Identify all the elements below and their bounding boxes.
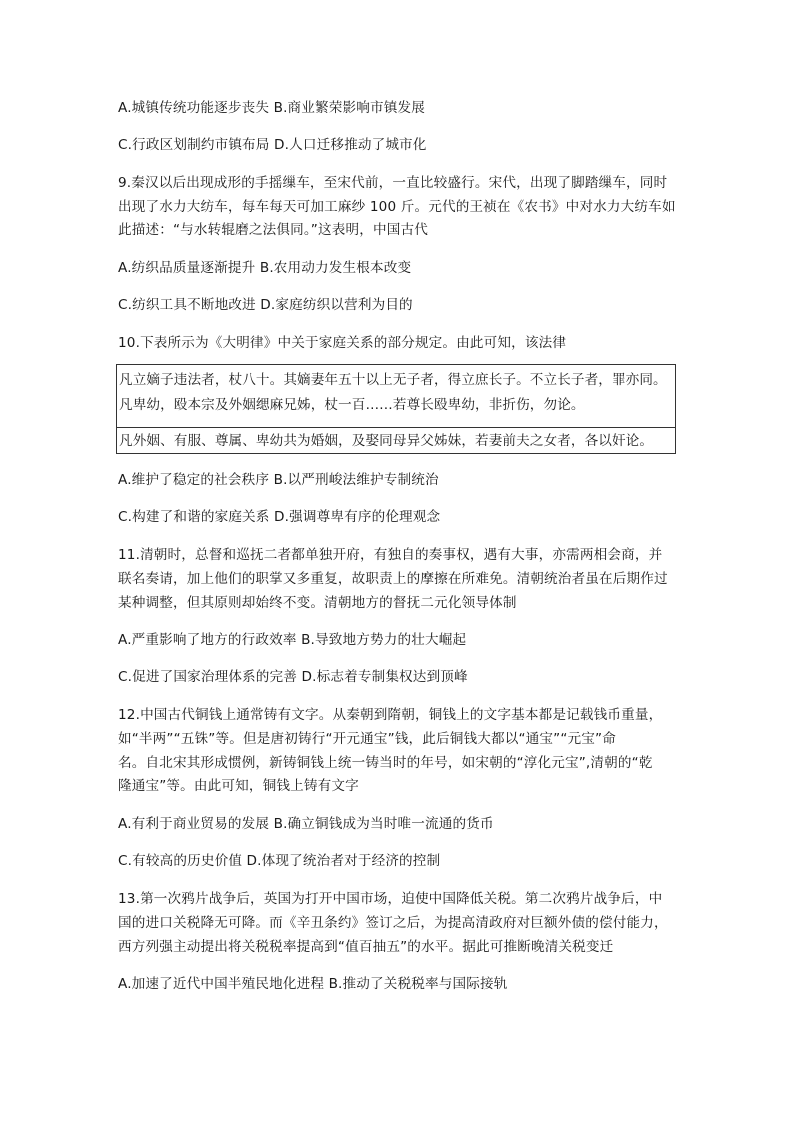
q13-options-ab: A.加速了近代中国半殖民地化进程 B.推动了关税税率与国际接轨 bbox=[118, 976, 508, 992]
q8-options-cd: C.行政区划制约市镇布局 D.人口迁移推动了城市化 bbox=[118, 137, 427, 153]
q9-stem-line-2: 出现了水力大纺车，每车每天可加工麻纱 100 斤。元代的王祯在《农书》中对水力大纺车如 bbox=[118, 199, 676, 215]
table-cell-text: 凡立嫡子违法者，杖八十。其嫡妻年五十以上无子者，得立庶长子。不立长子者，罪亦同。 bbox=[119, 372, 667, 388]
q8-options-ab: A.城镇传统功能逐步丧失 B.商业繁荣影响市镇发展 bbox=[118, 100, 425, 116]
q11-stem-line-1: 11.清朝时，总督和巡抚二者都单独开府，有独自的奏事权，遇有大事，亦需两相会商，并 bbox=[118, 547, 663, 563]
table-row bbox=[117, 428, 675, 454]
q13-stem-line-3: 西方列强主动提出将关税税率提高到“值百抽五”的水平。据此可推断晚清关税变迁 bbox=[118, 939, 614, 955]
q13-stem-line-1: 13.第一次鸦片战争后，英国为打开中国市场，迫使中国降低关税。第二次鸦片战争后，中 bbox=[118, 891, 663, 907]
q11-options-ab: A.严重影响了地方的行政效率 B.导致地方势力的壮大崛起 bbox=[118, 632, 467, 648]
table-cell-text: 凡外姻、有服、尊属、卑幼共为婚姻，及娶同母异父姊妹，若妻前夫之女者，各以奸论。 bbox=[119, 433, 654, 449]
q9-stem-line-3: 此描述：“与水转辊磨之法俱同。”这表明，中国古代 bbox=[118, 222, 428, 238]
q9-options-cd: C.纺织工具不断地改进 D.家庭纺织以营利为目的 bbox=[118, 297, 413, 313]
q13-stem-line-2: 国的进口关税降无可降。而《辛丑条约》签订之后，为提高清政府对巨额外债的偿付能力， bbox=[118, 915, 668, 931]
q12-stem-line-3: 名。自北宋其形成惯例，新铸铜钱上统一铸当时的年号，如宋朝的“淳化元宝”,清朝的“乾 bbox=[118, 755, 653, 771]
q12-stem-line-2: 如“半两”“五铢”等。但是唐初铸行“开元通宝”钱，此后铜钱大都以“通宝”“元宝”命 bbox=[118, 731, 616, 747]
q10-options-cd: C.构建了和谐的家庭关系 D.强调尊卑有序的伦理观念 bbox=[118, 509, 441, 525]
q11-stem-line-2: 联名奏请，加上他们的职掌又多重复，故职责上的摩擦在所难免。清朝统治者虽在后期作过 bbox=[118, 571, 668, 587]
table-row bbox=[117, 365, 675, 428]
q12-stem-line-1: 12.中国古代铜钱上通常铸有文字。从秦朝到隋朝，铜钱上的文字基本都是记载钱币重量， bbox=[118, 707, 663, 723]
q9-stem-line-1: 9.秦汉以后出现成形的手摇缫车，至宋代前，一直比较盛行。宋代，出现了脚踏缫车，同时 bbox=[118, 175, 668, 191]
q11-options-cd: C.促进了国家治理体系的完善 D.标志着专制集权达到顶峰 bbox=[118, 669, 468, 685]
q12-options-cd: C.有较高的历史价值 D.体现了统治者对于经济的控制 bbox=[118, 853, 441, 869]
q10-options-ab: A.维护了稳定的社会秩序 B.以严刑峻法维护专制统治 bbox=[118, 472, 439, 488]
q12-options-ab: A.有利于商业贸易的发展 B.确立铜钱成为当时唯一流通的货币 bbox=[118, 816, 494, 832]
table-cell-text: 凡卑幼，殴本宗及外姻缌麻兄姊，杖一百……若尊长殴卑幼，非折伤，勿论。 bbox=[119, 397, 585, 413]
q12-stem-line-4: 隆通宝”等。由此可知，铜钱上铸有文字 bbox=[118, 778, 359, 794]
q11-stem-line-3: 某种调整，但其原则却始终不变。清朝地方的督抚二元化领导体制 bbox=[118, 595, 517, 611]
q10-stem-line-1: 10.下表所示为《大明律》中关于家庭关系的部分规定。由此可知，该法律 bbox=[118, 335, 567, 351]
q10-law-table bbox=[116, 364, 676, 454]
q9-options-ab: A.纺织品质量逐渐提升 B.农用动力发生根本改变 bbox=[118, 260, 412, 276]
